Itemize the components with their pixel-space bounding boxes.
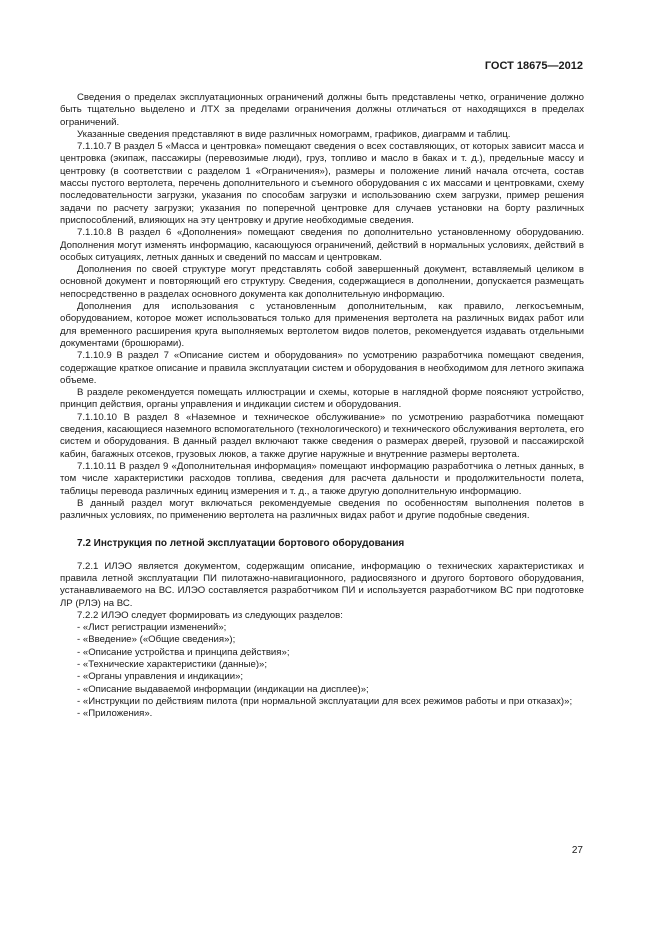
page-number: 27 <box>571 845 583 856</box>
paragraph: 7.1.10.9 В раздел 7 «Описание систем и оборудования» по усмотрению разработчика помещают сведения, содержащие краткое описание и правила эксплуатации систем и оборудования в необходимом для летного экипажа объеме. <box>60 350 584 386</box>
paragraph: Сведения о пределах эксплуатационных ограничений должны быть представлены четко, ограничение должно быть тщательно выделено и ЛТХ за пределами ограничения должны отличаться от находящихся в пределах ограничений. <box>60 92 584 128</box>
list-item: - «Описание выдаваемой информации (индикации на дисплее)»; <box>77 683 369 695</box>
paragraph: 7.1.10.11 В раздел 9 «Дополнительная информация» помещают информацию разработчика о летных данных, в том числе характеристики расходов топлива, сведения для расчета дальности и продолжительности полета, таблицы перевода различных единиц измерения и т. д., а также другую дополнительную информацию. <box>60 460 584 497</box>
list-item: - «Технические характеристики (данные)»; <box>77 659 268 671</box>
paragraph: 7.2.2 ИЛЭО следует формировать из следующих разделов: <box>77 609 343 621</box>
list-item: - «Введение» («Общие сведения»); <box>77 634 236 646</box>
page-body <box>60 92 584 721</box>
list-item: - «Описание устройства и принципа действия»; <box>77 646 290 658</box>
paragraph: 7.1.10.7 В раздел 5 «Масса и центровка» помещают сведения о всех составляющих, от которых зависит масса и центровка (экипаж, пассажиры (перевозимые люди), груз, топливо и масло в баках и т. д.), предельные массу и центровку (в соответствии с разделом 1 «Ограничения»), размеры и положение линий начала отсчета, состав массы пустого вертолета, перечень дополнительного и съемного оборудования с их массами и центровками, схему последовательности загрузки, указания по способам загрузки и использованию схем загрузки, пример решения задачи по расчету загрузки; указания по поперечной центровке для случаев установки на борту различных приспособлений, влияющих на эту центровку и другие необходимые сведения. <box>60 141 584 226</box>
list-item: - «Приложения». <box>77 708 153 720</box>
paragraph: Дополнения для использования с установленным дополнительным, как правило, легкосъемным, оборудованием, которое может использоваться только для применения вертолета на различных видах работ или для временного расширения круга выполняемых вертолетом видов полетов, рекомендуется издавать отдельными документами (брошюрами). <box>60 301 584 349</box>
document-code-header: ГОСТ 18675—2012 <box>484 60 583 72</box>
list-item: - «Лист регистрации изменений»; <box>77 622 227 634</box>
list-item: - «Органы управления и индикации»; <box>77 671 244 683</box>
list-item: - «Инструкции по действиям пилота (при нормальной эксплуатации для всех режимов работы и при отказах)»; <box>77 695 573 707</box>
paragraph: В разделе рекомендуется помещать иллюстрации и схемы, которые в наглядной форме поясняют устройство, принцип действия, органы управления и индикации систем и оборудования. <box>60 387 584 411</box>
section-heading: 7.2 Инструкция по летной эксплуатации бортового оборудования <box>77 538 405 550</box>
paragraph: Указанные сведения представляют в виде различных номограмм, графиков, диаграмм и таблиц. <box>77 128 511 140</box>
paragraph: 7.1.10.10 В раздел 8 «Наземное и техническое обслуживание» по усмотрению разработчика помещают сведения, касающиеся наземного вспомогательного (технологического) и технического обслуживания вертолета, его систем и оборудования. В данный раздел включают также сведения о размерах дверей, грузовой и пассажирской кабин, багажных отсеков, грузовых люков, а также другие наружные и внутренние размеры вертолета. <box>60 411 584 460</box>
paragraph: В данный раздел могут включаться рекомендуемые сведения по особенностям выполнения полетов в различных условиях, по применению вертолета на различных видах работ и другие подобные сведения. <box>60 497 584 522</box>
paragraph: Дополнения по своей структуре могут представлять собой завершенный документ, вставляемый целиком в основной документ и повторяющий его структуру. Сведения, содержащиеся в дополнении, допускается размещать непосредственно в разделах основного документа как дополнительную информацию. <box>60 264 584 300</box>
paragraph: 7.1.10.8 В раздел 6 «Дополнения» помещают сведения по дополнительно установленному оборудованию. Дополнения могут изменять информацию, касающуюся ограничений, действий в нормальных условиях, действий в особых ситуациях, летных данных и сведений по массам и центровкам. <box>60 227 584 263</box>
paragraph: 7.2.1 ИЛЭО является документом, содержащим описание, информацию о технических характеристиках и правила летной эксплуатации ПИ пилотажно-навигационного, радиосвязного и другого бортового оборудования, устанавливаемого на ВС. ИЛЭО составляется разработчиком ПИ и используется разработчиком ВС при подготовке ЛР (РЛЭ) на ВС. <box>60 560 584 609</box>
